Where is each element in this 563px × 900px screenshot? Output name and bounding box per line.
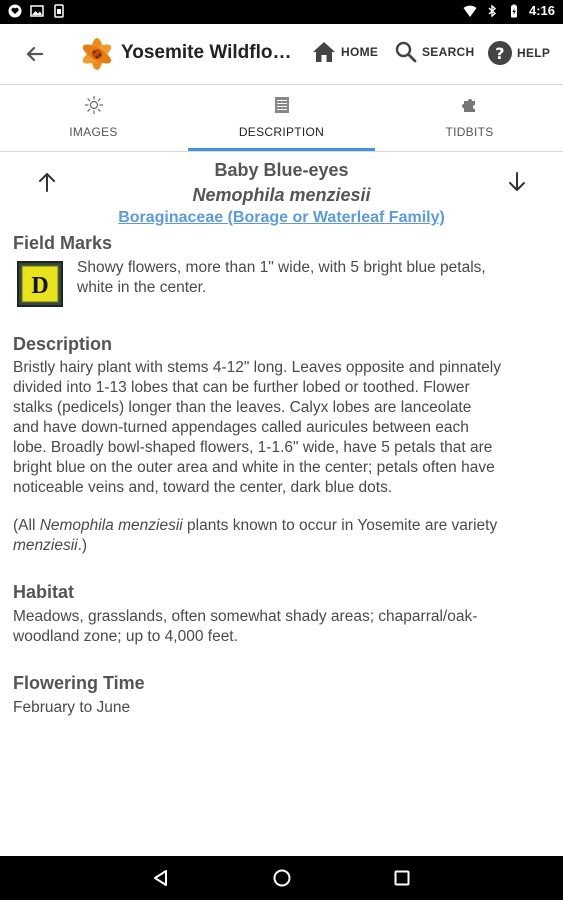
search-button[interactable] [394, 40, 474, 64]
system-nav-bar [0, 856, 563, 900]
svg-text:?: ? [495, 44, 505, 63]
help-icon [487, 40, 513, 66]
home-icon [311, 40, 337, 64]
help-label: HELP [517, 46, 551, 60]
tab-images-label: IMAGES [69, 125, 118, 139]
wifi-icon [463, 4, 477, 18]
help-button[interactable] [487, 40, 550, 66]
tab-tidbits[interactable] [376, 85, 563, 151]
nav-back-icon[interactable] [151, 868, 171, 888]
status-bar [0, 0, 563, 24]
tab-bar [0, 85, 563, 152]
search-icon [394, 40, 418, 64]
clock: 4:16 [528, 3, 555, 18]
home-label: HOME [341, 45, 379, 59]
puzzle-icon [461, 95, 479, 115]
battery-charging-icon [507, 4, 521, 18]
habitat-heading: Habitat [13, 582, 75, 602]
sim-card-icon [52, 4, 66, 18]
tab-tidbits-label: TIDBITS [445, 125, 494, 139]
tab-images[interactable] [0, 85, 187, 151]
field-marks-text: Showy flowers, more than 1" wide, with 5 bright blue petals, white in the center. [77, 259, 486, 296]
active-tab-indicator [188, 148, 375, 151]
flowering-time-text: February to June [13, 699, 131, 716]
habitat-text: Meadows, grasslands, often somewhat shady areas; chaparral/oak- woodland zone; up to 4,000 feet. [13, 608, 478, 645]
field-marks-heading: Field Marks [13, 233, 113, 253]
flowering-time-heading: Flowering Time [13, 673, 145, 693]
bluetooth-icon [485, 4, 499, 18]
scientific-name: Nemophila menziesii [192, 185, 371, 205]
description-heading: Description [13, 334, 113, 354]
app-bar [0, 24, 563, 85]
nav-home-icon[interactable] [272, 868, 292, 888]
svg-text:D: D [31, 273, 49, 299]
description-text: Bristly hairy plant with stems 4-12" long. Leaves opposite and pinnately divided into 1-13 lobes that can be further lobed or toothed. Flower stalks (pedicels) longer than the leaves. Calyx lobes are lanceolate and have down-turned appendages called auricules between each lobe. Broadly bowl-shaped flowers, 1-1.6" wide, have 5 petals that are bright blue on the outer area and white in the center; petals often have noticeable veins and, toward the center, dark blue dots. [13, 359, 501, 496]
nav-recents-icon[interactable] [392, 868, 412, 888]
family-link[interactable]: Boraginaceae (Borage or Waterleaf Family) [118, 209, 445, 226]
back-arrow-icon[interactable] [20, 39, 50, 69]
tab-description[interactable] [188, 85, 375, 151]
field-mark-d-badge [17, 261, 63, 307]
tab-description-label: DESCRIPTION [238, 125, 325, 139]
notification-heart-icon [8, 4, 22, 18]
home-button[interactable] [311, 40, 378, 64]
common-name: Baby Blue-eyes [214, 160, 349, 180]
lily-logo-icon [74, 34, 120, 74]
description-note: (All Nemophila menziesii plants known to occur in Yosemite are variety menziesii.) [13, 517, 498, 554]
app-title: Yosemite Wildflo… [121, 42, 292, 63]
search-label: SEARCH [422, 45, 475, 59]
sun-icon [84, 95, 104, 115]
list-icon [275, 95, 289, 115]
gallery-notification-icon [30, 4, 44, 18]
